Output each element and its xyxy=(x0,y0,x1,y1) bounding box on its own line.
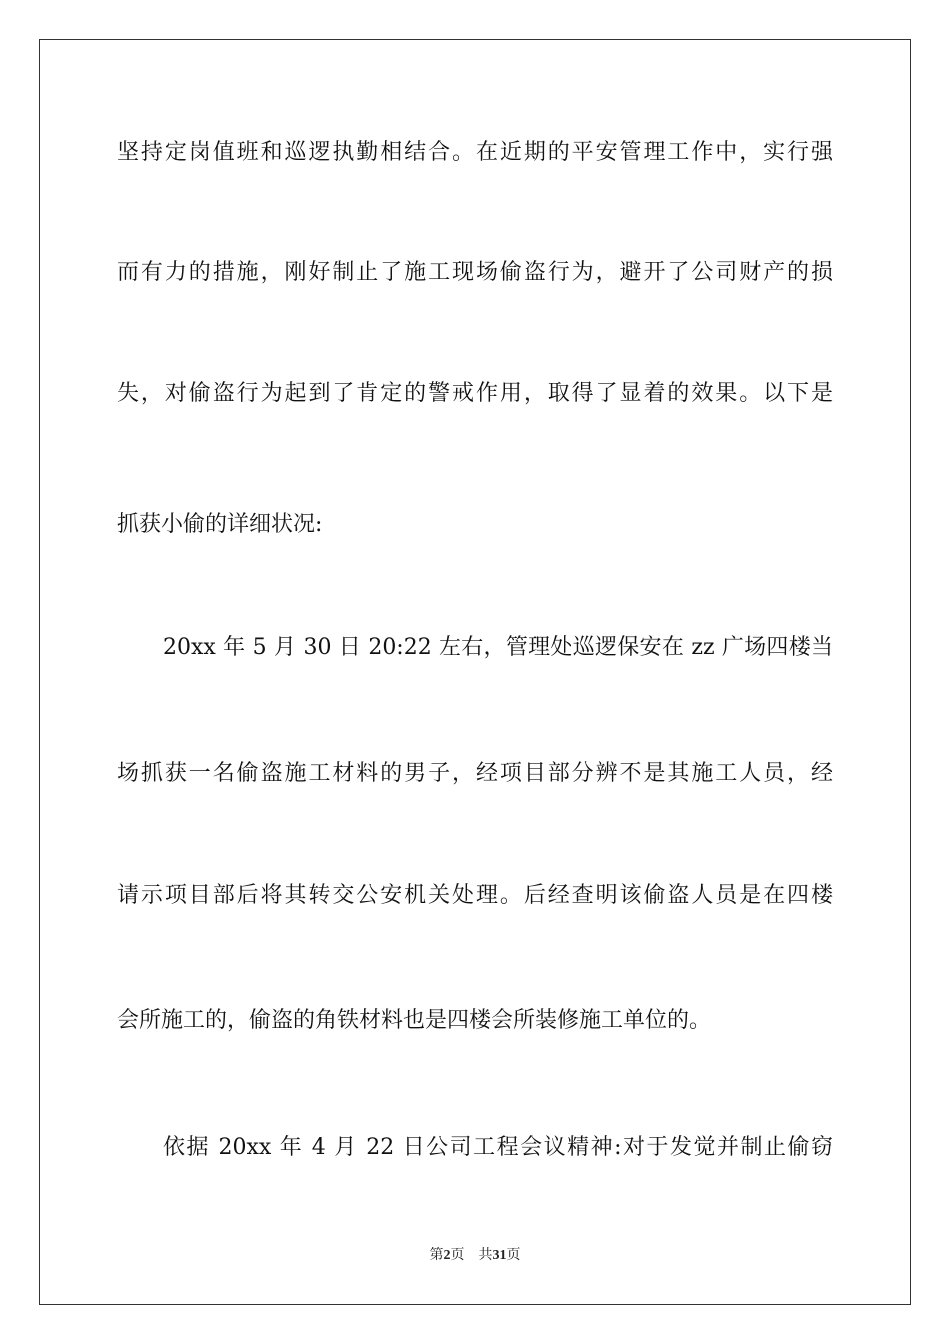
page-frame xyxy=(39,39,911,1305)
text-line-3: 失，对偷盗行为起到了肯定的警戒作用，取得了显着的效果。以下是 xyxy=(117,381,833,406)
text-line-5: 20xx 年 5 月 30 日 20:22 左右，管理处巡逻保安在 zz 广场四楼当 xyxy=(163,635,833,660)
text-line-9: 依据 20xx 年 4 月 22 日公司工程会议精神:对于发觉并制止偷窃 xyxy=(163,1135,833,1160)
text-line-1: 坚持定岗值班和巡逻执勤相结合。在近期的平安管理工作中，实行强 xyxy=(117,140,833,165)
text-line-8: 会所施工的，偷盗的角铁材料也是四楼会所装修施工单位的。 xyxy=(117,1008,712,1033)
total-prefix: 共 xyxy=(478,1248,493,1263)
total-pages: 31 xyxy=(492,1248,507,1263)
page-suffix: 页 xyxy=(450,1248,465,1263)
text-line-7: 请示项目部后将其转交公安机关处理。后经查明该偷盗人员是在四楼 xyxy=(117,883,833,908)
text-line-4: 抓获小偷的详细状况: xyxy=(117,512,323,537)
text-line-2: 而有力的措施，刚好制止了施工现场偷盗行为，避开了公司财产的损 xyxy=(117,260,833,285)
total-suffix: 页 xyxy=(506,1248,521,1263)
page-prefix: 第 xyxy=(429,1248,444,1263)
page-footer xyxy=(0,1247,950,1265)
page-number: 2 xyxy=(443,1248,451,1263)
text-line-6: 场抓获一名偷盗施工材料的男子，经项目部分辨不是其施工人员，经 xyxy=(117,761,833,786)
